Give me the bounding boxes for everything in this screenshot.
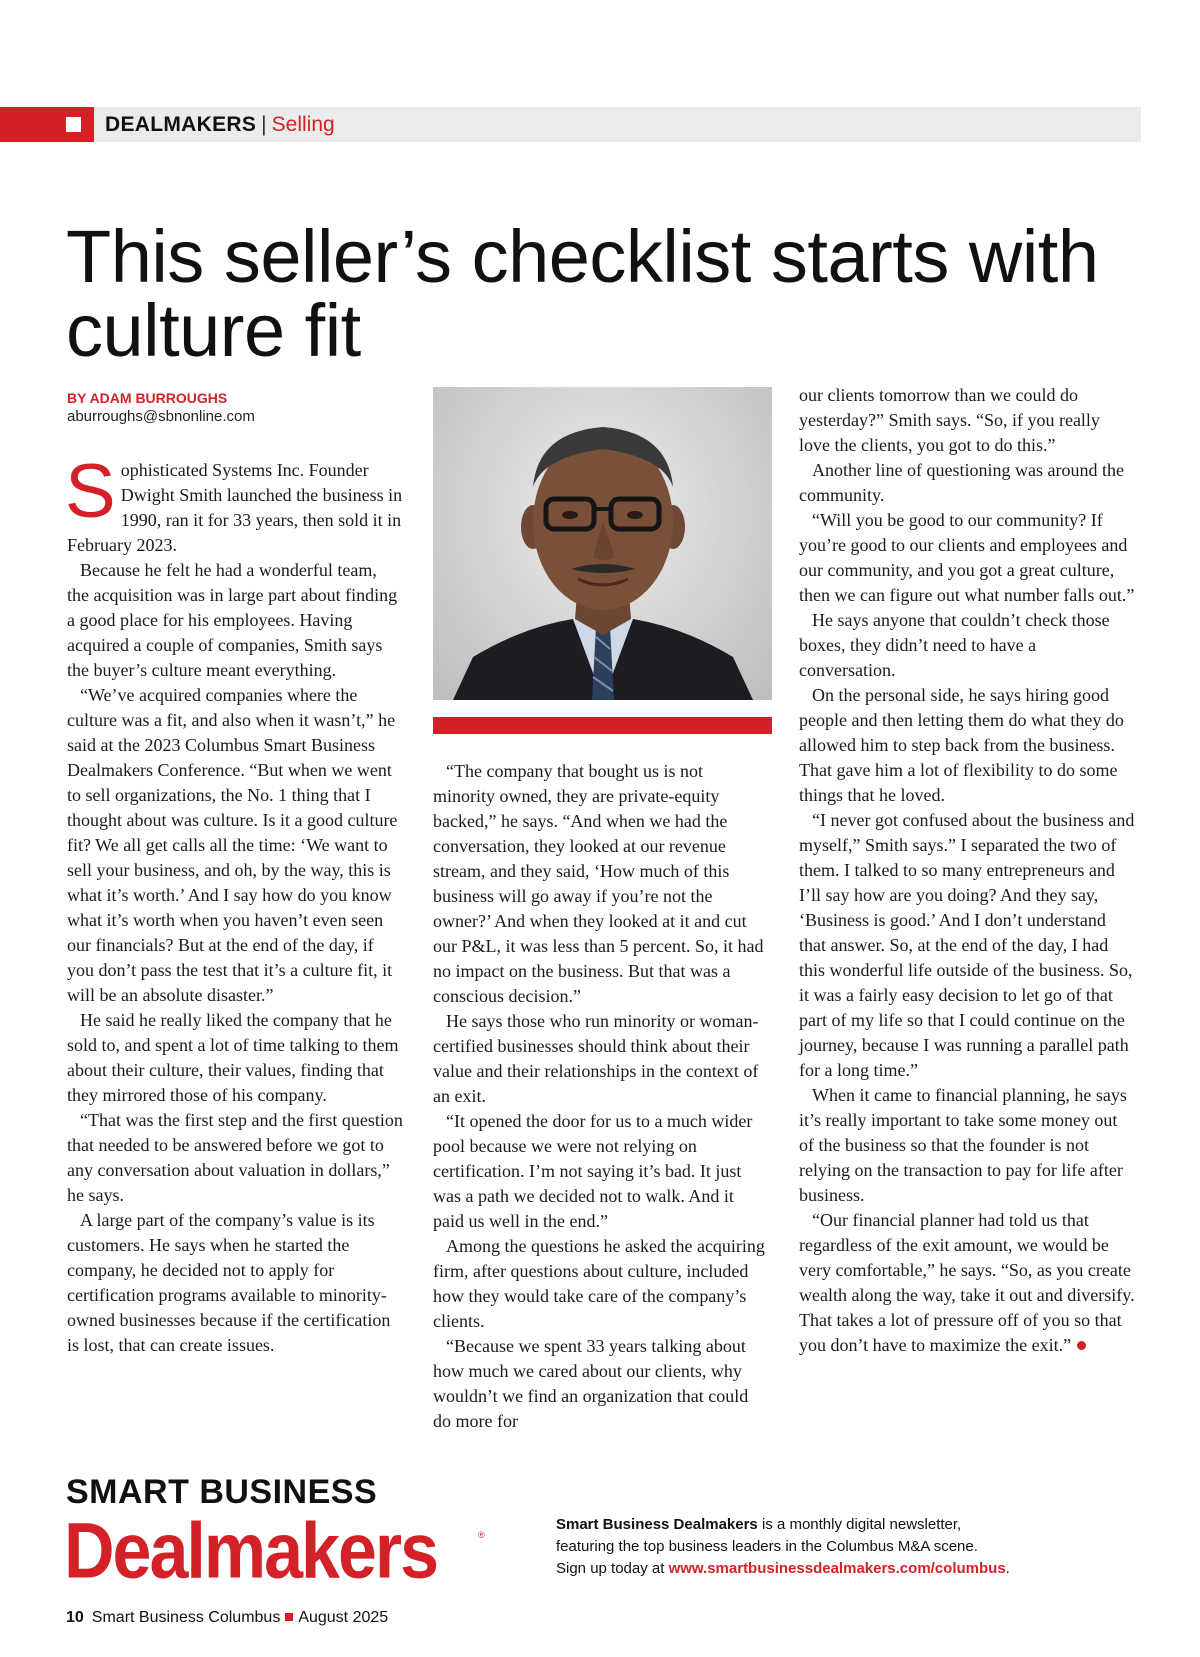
article-paragraph: our clients tomorrow than we could do yesterday?” Smith says. “So, if you really love the clients, you got to do this.” [799,385,1100,455]
promo-text: is a monthly digital newsletter, [757,1516,962,1533]
drop-cap: S [65,449,116,534]
article-byline: BY ADAM BURROUGHS [67,390,228,406]
promo-line-2: featuring the top business leaders in the Columbus M&A scene. [556,1538,978,1555]
page-footer [66,1607,388,1629]
promo-brand: Smart Business Dealmakers [556,1516,758,1533]
article-paragraph [65,449,403,558]
promo-text: . [1005,1560,1010,1577]
registered-mark: ® [478,1530,485,1540]
section-header-bar [0,107,1141,142]
logo-smart-business: SMART BUSINESS [66,1473,378,1511]
section-accent-block [0,107,94,142]
footer-square-icon [285,1613,293,1621]
publication-name: Smart Business Columbus [91,1609,281,1626]
article-paragraph: “That was the first step and the first question that needed to be answered before we got to any conversation about valuation in dollars,” he says. [67,1110,403,1205]
promo-line-1 [556,1514,1156,1536]
promo-text: Sign up today at [556,1560,669,1577]
article-paragraph: Because he felt he had a wonderful team, the acquisition was in large part about finding a good place for his employees. Having acquired a couple of companies, Smith says the buyer’s culture meant everything. [67,560,398,680]
section-label [105,111,335,138]
article-paragraph: “Will you be good to our community? If you’re good to our clients and employees and our community, and you got a great culture, then we can figure out what number falls out.” [799,510,1135,605]
author-email: aburroughs@sbnonline.com [67,408,255,425]
end-mark-icon [1077,1341,1086,1350]
article-paragraph: A large part of the company’s value is its customers. He says when he started the company, he decided not to apply for certification programs available to minority-owned businesses because if the certification is lost, that can create issues. [67,1210,391,1355]
section-subsection: Selling [271,113,335,136]
article-paragraph: “We’ve acquired companies where the culture was a fit, and also when it wasn’t,” he said at the 2023 Columbus Smart Business Dealmakers Conference. “But when we went to sell organizations, the No. 1 thing that I thought about was culture. Is it a good culture fit? We all get calls all the time: ‘We want to sell your business, and oh, by the way, this is what it’s worth.’ And I say how do you know what it’s worth when you haven’t even seen our financials? But at the end of the day, if you don’t pass the test that it’s a culture fit, it will be an absolute disaster.” [67,685,398,1005]
author-subject-photo [433,387,772,700]
article-paragraph: When it came to financial planning, he says it’s really important to take some money out of the business so that the founder is not relying on the transaction to pay for life after business. [799,1085,1127,1205]
article-paragraph: “It opened the door for us to a much wider pool because we were not relying on certification. I’m not saying it’s bad. It just was a path we decided not to walk. And it paid us well in the end.” [433,1111,753,1231]
portrait-illustration [433,387,772,700]
newsletter-promo [556,1514,1156,1580]
issue-date: August 2025 [298,1609,389,1626]
logo-dealmakers: Dealmakers [64,1507,438,1595]
article-paragraph: Among the questions he asked the acquiring firm, after questions about culture, included how they would take care of the company’s clients. [433,1236,765,1331]
article-paragraph: “I never got confused about the business and myself,” Smith says.” I separated the two of them. I talked to so many entrepreneurs and I’ll say how are you doing? And they say, ‘Business is good.’ And I don’t understand that answer. So, at the end of the day, I had this wonderful life outside of the business. So, it was a fairly easy decision to let go of that part of my life so that I could continue on the journey, because I was running a parallel path for a long time.” [799,810,1135,1080]
article-paragraph: He says anyone that couldn’t check those boxes, they didn’t need to have a conversation. [799,610,1110,680]
section-name: DEALMAKERS [105,113,257,136]
article-paragraph: He says those who run minority or woman-certified businesses should think about their value and their relationships in the context of an exit. [433,1011,759,1106]
article-column-3 [799,383,1135,1358]
article-paragraph: “The company that bought us is not minority owned, they are private-equity backed,” he says. “And when we had the conversation, they looked at our revenue stream, and they said, ‘How much of this business will go away if you’re not the owner?’ And when they looked at it and cut our P&L, it was less than 5 percent. So, it had no impact on the business. But that was a conscious decision.” [433,761,764,1006]
signup-link[interactable]: www.smartbusinessdealmakers.com/columbus [668,1560,1006,1577]
article-column-1 [65,449,403,1358]
page-number: 10 [66,1609,84,1626]
article-paragraph: On the personal side, he says hiring good people and then letting them do what they do allowed him to step back from the business. That gave him a lot of flexibility to do some things that he loved. [799,685,1124,805]
paragraph-text: “Our financial planner had told us that regardless of the exit amount, we would be very comfortable,” he says. “So, as you create wealth along the way, take it out and diversify. That takes a lot of pressure off of you so that you don’t have to maximize the exit.” [799,1210,1135,1355]
article-column-2 [433,759,769,1434]
photo-red-rule [433,717,772,734]
section-separator: | [261,113,267,136]
article-paragraph [799,1208,1135,1358]
article-paragraph: “Because we spent 33 years talking about how much we cared about our clients, why wouldn’t we find an organization that could do more for [433,1336,749,1431]
promo-line-3 [556,1558,1156,1580]
article-headline: This seller’s checklist starts with culture fit [66,215,1099,372]
section-square-icon [66,117,81,132]
paragraph-text: ophisticated Systems Inc. Founder Dwight Smith launched the business in 1990, ran it for 33 years, then sold it in February 2023. [67,460,403,555]
article-paragraph: He said he really liked the company that he sold to, and spent a lot of time talking to them about their culture, their values, finding that they mirrored those of his company. [67,1010,399,1105]
article-paragraph: Another line of questioning was around the community. [799,460,1124,505]
